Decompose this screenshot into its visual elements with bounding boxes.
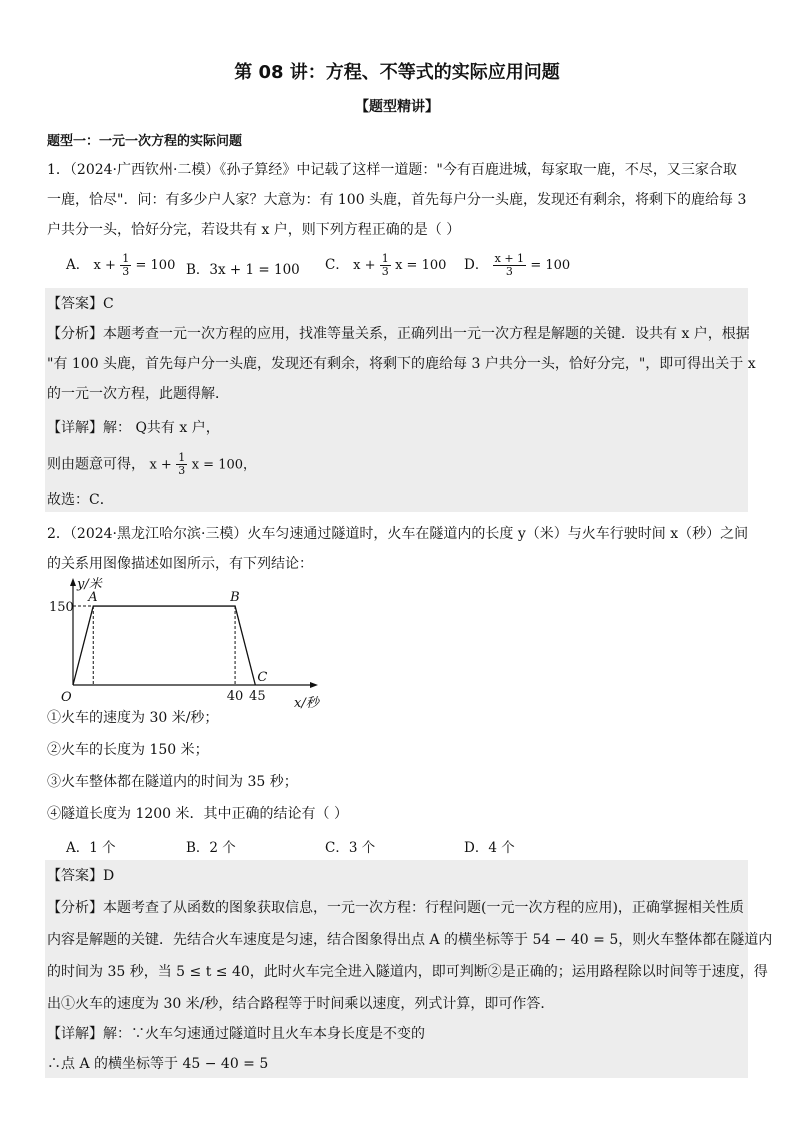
q1-analysis-line1: 【分析】本题考查一元一次方程的应用，找准等量关系，正确列出一元一次方程是解题的关键．设共有 x 户，根据 xyxy=(47,326,750,342)
q1-analysis-line2: "有 100 头鹿，首先每户分一头鹿，发现还有剩余，将剩下的鹿给每 3 户共分一头，恰好分完，"，即可得出关于 x xyxy=(47,356,756,372)
q2-stem-line2: 的关系用图像描述如图所示，有下列结论： xyxy=(47,556,313,572)
section-heading: 题型一：一元一次方程的实际问题 xyxy=(47,134,243,149)
q1-stem-line2: 一鹿，恰尽"．问：有多少户人家？大意为：有 100 头鹿，首先每户分一头鹿，发现还有剩余，将剩下的鹿给每 3 xyxy=(47,192,747,208)
q1-option-d: D． $\frac{x + 1}{3}$ = 100 xyxy=(464,252,571,278)
q1-detail-line3: 故选：C． xyxy=(47,492,114,508)
q2-graph-svg xyxy=(45,575,319,711)
q1-detail-line1: 【详解】解： Q共有 x 户， xyxy=(47,420,220,436)
q2-answer: 【答案】D xyxy=(47,868,115,884)
q2-detail-line2: ∴点 A 的横坐标等于 45 − 40 = 5 xyxy=(47,1056,269,1072)
x-axis-label: x/秒 xyxy=(294,696,319,711)
point-c-label: C xyxy=(257,670,268,685)
q2-statement-1: ①火车的速度为 30 米/秒； xyxy=(47,710,219,726)
q2-analysis-line1: 【分析】本题考查了从函数的图象获取信息，一元一次方程：行程问题(一元一次方程的应用)，正确掌握相关性质 xyxy=(47,900,744,916)
q1-option-a: A． x + $\frac{1}{3}$ = 100 xyxy=(66,252,176,278)
q1-option-c: C． x + $\frac{1}{3}$ x = 100 xyxy=(325,252,447,278)
q1-stem-line1: 1．（2024·广西钦州·二模）《孙子算经》中记载了这样一道题："今有百鹿进城，每家取一鹿，不尽，又三家合取 xyxy=(47,162,737,178)
page-title: 第 08 讲：方程、不等式的实际应用问题 xyxy=(234,62,560,83)
q2-option-c: C．3 个 xyxy=(325,840,376,856)
y-axis-arrow xyxy=(70,578,76,586)
q2-analysis-line2: 内容是解题的关键．先结合火车速度是匀速，结合图象得出点 A 的横坐标等于 54 − 40 = 5，则火车整体都在隧道内 xyxy=(47,932,773,948)
q2-statement-4: ④隧道长度为 1200 米．其中正确的结论有（ ） xyxy=(47,806,348,822)
q1-answer: 【答案】C xyxy=(47,296,114,312)
x-tick-45: 45 xyxy=(249,689,266,704)
page-subtitle: 【题型精讲】 xyxy=(355,99,439,115)
q2-detail-line1: 【详解】解：∵火车匀速通过隧道时且火车本身长度是不变的 xyxy=(47,1026,425,1042)
q1-option-b: B．3x + 1 = 100 xyxy=(186,262,300,278)
q2-graph xyxy=(45,575,319,711)
point-a-label: A xyxy=(88,590,98,606)
point-b-label: B xyxy=(230,590,240,606)
q2-option-a: A．1 个 xyxy=(66,840,116,856)
x-tick-40: 40 xyxy=(226,689,244,704)
q2-analysis-line4: 出①火车的速度为 30 米/秒，结合路程等于时间乘以速度，列式计算，即可作答． xyxy=(47,996,555,1012)
q1-analysis-line3: 的一元一次方程，此题得解． xyxy=(47,386,229,402)
y-tick-150: 150 xyxy=(49,600,74,616)
q2-stem-line1: 2．（2024·黑龙江哈尔滨·三模）火车匀速通过隧道时，火车在隧道内的长度 y（米）与火车行驶时间 x（秒）之间 xyxy=(47,526,749,542)
q2-option-d: D．4 个 xyxy=(464,840,515,856)
q2-option-b: B．2 个 xyxy=(186,840,236,856)
origin-label: O xyxy=(61,690,72,705)
series-line xyxy=(73,606,255,685)
x-axis-arrow xyxy=(310,682,318,688)
q2-statement-3: ③火车整体都在隧道内的时间为 35 秒； xyxy=(47,774,298,790)
q1-detail-line2: 则由题意可得， x + $\frac{1}{3}$ x = 100， xyxy=(47,451,257,477)
y-axis-label: y/米 xyxy=(77,577,102,592)
q2-statement-2: ②火车的长度为 150 米； xyxy=(47,742,209,758)
q2-analysis-line3: 的时间为 35 秒，当 5 ≤ t ≤ 40，此时火车完全进入隧道内，即可判断②是正确的；运用路程除以时间等于速度，得 xyxy=(47,964,768,980)
q1-stem-line3: 户共分一头，恰好分完，若设共有 x 户，则下列方程正确的是（ ） xyxy=(47,222,461,238)
